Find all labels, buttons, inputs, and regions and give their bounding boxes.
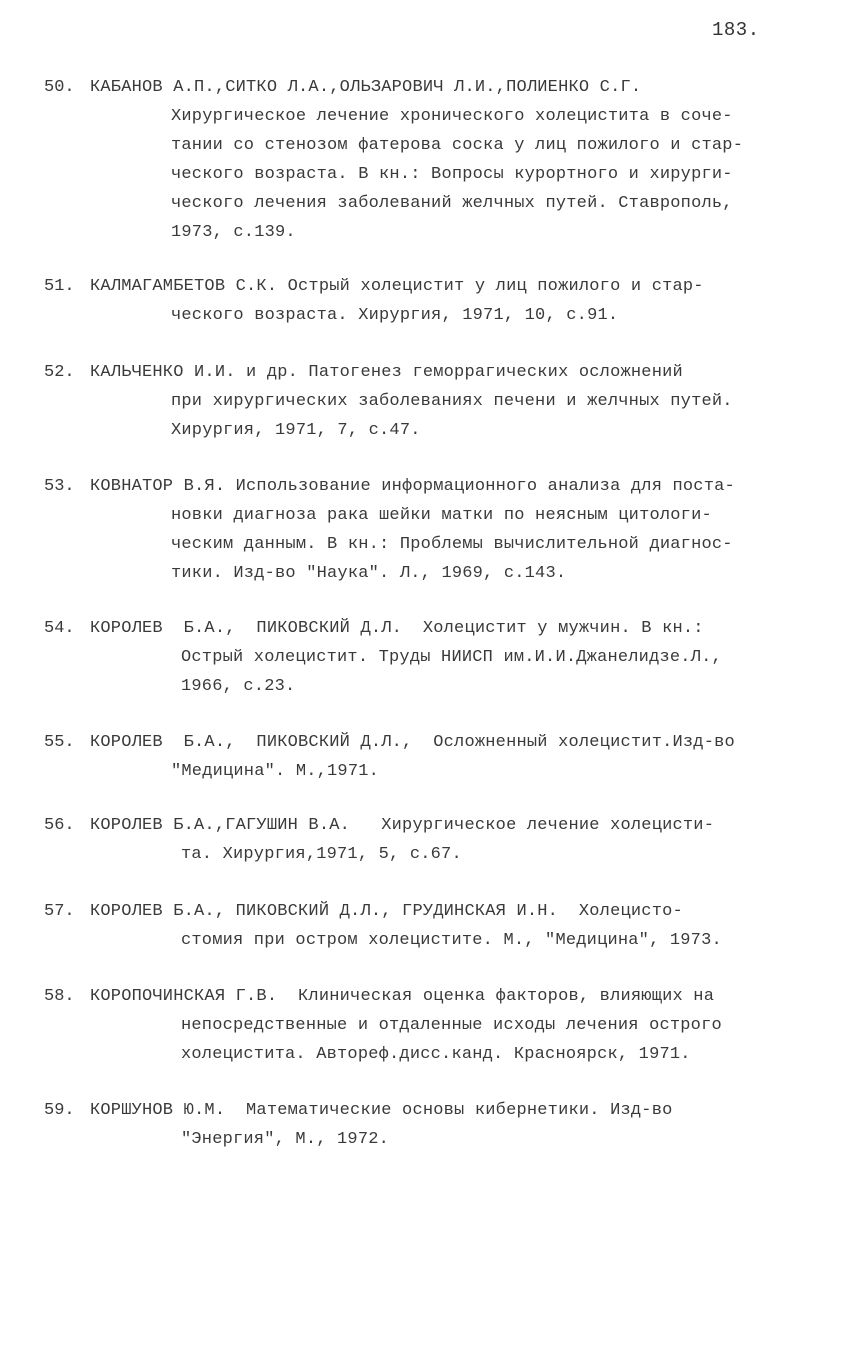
- entry-first-line: КАЛМАГАМБЕТОВ С.К. Острый холецистит у лиц пожилого и стар-: [90, 277, 704, 296]
- entry-continuation-line: стомия при остром холецистите. М., "Медицина", 1973.: [181, 931, 722, 950]
- entry-continuation-line: ческого возраста. Хирургия, 1971, 10, с.91.: [171, 306, 619, 325]
- entry-continuation-line: "Энергия", М., 1972.: [181, 1130, 390, 1149]
- entry-first-line: КОРОПОЧИНСКАЯ Г.В. Клиническая оценка факторов, влияющих на: [90, 987, 715, 1006]
- entry-continuation-line: ческого лечения заболеваний желчных путей. Ставрополь,: [171, 194, 733, 213]
- entry-continuation-line: "Медицина". М.,1971.: [171, 762, 380, 781]
- entry-continuation-line: тики. Изд-во "Наука". Л., 1969, с.143.: [171, 564, 567, 583]
- entry-continuation-line: та. Хирургия,1971, 5, с.67.: [181, 845, 462, 864]
- entry-continuation-line: при хирургических заболеваниях печени и желчных путей.: [171, 392, 733, 411]
- entry-continuation-line: ческим данным. В кн.: Проблемы вычислительной диагнос-: [171, 535, 733, 554]
- entry-continuation-line: холецистита. Автореф.дисс.канд. Красноярск, 1971.: [181, 1045, 691, 1064]
- entry-number: 57.: [44, 902, 75, 921]
- entry-number: 54.: [44, 619, 75, 638]
- entry-continuation-line: Хирургическое лечение хронического холецистита в соче-: [171, 107, 733, 126]
- entry-first-line: КОРОЛЕВ Б.А., ПИКОВСКИЙ Д.Л. Холецистит у мужчин. В кн.:: [90, 619, 704, 638]
- entry-continuation-line: ческого возраста. В кн.: Вопросы курортного и хирурги-: [171, 165, 733, 184]
- entry-continuation-line: 1966, с.23.: [181, 677, 296, 696]
- entry-continuation-line: непосредственные и отдаленные исходы лечения острого: [181, 1016, 722, 1035]
- entry-number: 53.: [44, 477, 75, 496]
- entry-first-line: КОРОЛЕВ Б.А., ПИКОВСКИЙ Д.Л., Осложненный холецистит.Изд-во: [90, 733, 735, 752]
- entry-number: 50.: [44, 78, 75, 97]
- entry-number: 55.: [44, 733, 75, 752]
- entry-continuation-line: новки диагноза рака шейки матки по неясным цитологи-: [171, 506, 712, 525]
- entry-number: 58.: [44, 987, 75, 1006]
- entry-number: 52.: [44, 363, 75, 382]
- entry-first-line: КОРОЛЕВ Б.А., ПИКОВСКИЙ Д.Л., ГРУДИНСКАЯ И.Н. Холецисто-: [90, 902, 683, 921]
- entry-continuation-line: Острый холецистит. Труды НИИСП им.И.И.Джанелидзе.Л.,: [181, 648, 722, 667]
- entry-first-line: КОРОЛЕВ Б.А.,ГАГУШИН В.А. Хирургическое лечение холецисти-: [90, 816, 715, 835]
- entry-first-line: КОРШУНОВ Ю.М. Математические основы кибернетики. Изд-во: [90, 1101, 673, 1120]
- entry-continuation-line: тании со стенозом фатерова соска у лиц пожилого и стар-: [171, 136, 744, 155]
- entry-number: 59.: [44, 1101, 75, 1120]
- entry-number: 51.: [44, 277, 75, 296]
- page-number: 183.: [712, 19, 760, 41]
- entry-first-line: КОВНАТОР В.Я. Использование информационного анализа для поста-: [90, 477, 735, 496]
- entry-first-line: КАБАНОВ А.П.,СИТКО Л.А.,ОЛЬЗАРОВИЧ Л.И.,ПОЛИЕНКО С.Г.: [90, 78, 642, 97]
- entry-continuation-line: 1973, с.139.: [171, 223, 296, 242]
- entry-number: 56.: [44, 816, 75, 835]
- entry-first-line: КАЛЬЧЕНКО И.И. и др. Патогенез геморрагических осложнений: [90, 363, 683, 382]
- entry-continuation-line: Хирургия, 1971, 7, с.47.: [171, 421, 421, 440]
